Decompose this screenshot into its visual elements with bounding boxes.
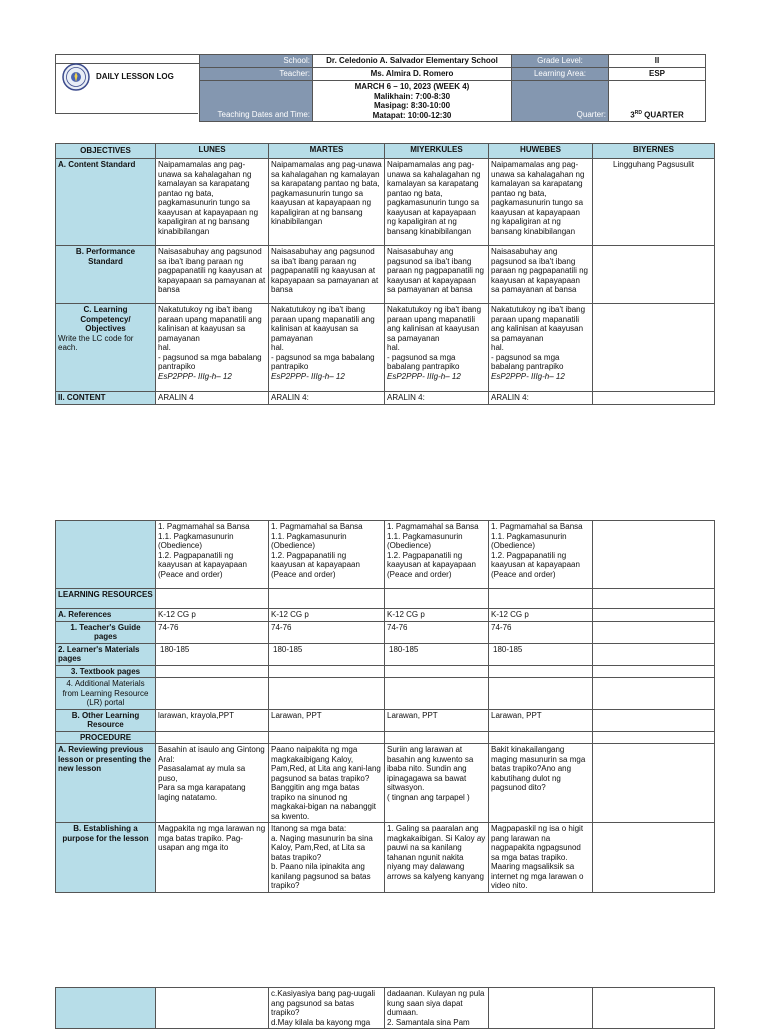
continuation-label-cell [56, 988, 156, 1029]
reviewing-label: A. Reviewing previous lesson or presenting the new lesson [56, 744, 156, 823]
header-left-border [55, 54, 198, 114]
tg-huwebes: 74-76 [489, 621, 593, 643]
pr-empty-1 [156, 731, 269, 744]
performance-standard-huwebes: Naisasabuhay ang pagsunod sa iba't ibang paraan ng pagpapanatili ng kaayusan at kapayapaan sa pamayanan at bansa [489, 246, 593, 304]
daily-lesson-log-title: DAILY LESSON LOG [96, 72, 174, 81]
content-huwebes: ARALIN 4: [489, 392, 593, 405]
teacher-value: Ms. Almira D. Romero [313, 68, 512, 81]
review-lunes: Basahin at isaulo ang Gintong Aral: Pasasalamat ay mula sa puso, Para sa mga karapatang laging natatamo. [156, 744, 269, 823]
purpose-biyernes [593, 823, 715, 893]
references-huwebes: K-12 CG p [489, 609, 593, 622]
content-label: II. CONTENT [56, 392, 156, 405]
competency-lunes [156, 304, 269, 392]
lc-code-miyerkules: EsP2PPP- IIIg-h– 12 [387, 371, 461, 381]
lr-empty-2 [269, 589, 385, 609]
tb-empty-1 [156, 665, 269, 678]
references-lunes: K-12 CG p [156, 609, 269, 622]
lm-biyernes [593, 643, 715, 665]
header-info-table [199, 54, 706, 122]
other-biyernes [593, 709, 715, 731]
tb-empty-3 [385, 665, 489, 678]
pr-empty-4 [489, 731, 593, 744]
textbook-label: 3. Textbook pages [56, 665, 156, 678]
school-label: School: [200, 55, 313, 68]
learning-area-value: ESP [609, 68, 706, 81]
competency-miyerkules [385, 304, 489, 392]
content-standard-lunes: Naipamamalas ang pag-unawa sa kahalagahan ng kamalayan sa karapatang pantao ng bata, pagkamasunurin tungo sa kaayusan at kapayapaan ng kapaligiran at ng bansang kinabibilangan [156, 159, 269, 246]
purpose-label: B. Establishing a purpose for the lesson [56, 823, 156, 893]
content-standard-huwebes: Naipamamalas ang pag-unawa sa kahalagahan ng kamalayan sa karapatang pantao ng bata, pagkamasunurin tungo sa kaayusan at kapayapaan ng kapaligiran at ng bansang kinabibilangan [489, 159, 593, 246]
lr-empty-1 [156, 589, 269, 609]
tb-empty-4 [489, 665, 593, 678]
competency-text-lunes: Nakatutukoy ng iba't ibang paraan upang mapanatili ang kalinisan at kaayusan sa pamayanan hal. - pagsunod sa mga babalang pantrapiko [158, 305, 262, 371]
lc-code-martes: EsP2PPP- IIIg-h– 12 [271, 371, 345, 381]
additional-materials-label: 4. Additional Materials from Learning Resource (LR) portal [56, 678, 156, 710]
topic-biyernes [593, 521, 715, 589]
performance-standard-label: B. Performance Standard [56, 246, 156, 304]
quarter-label: Quarter: [512, 81, 609, 122]
continuation-martes: c.Kasiyasiya bang pag-uugali ang pagsunod sa batas trapiko? d.May kilala ba kayong mga [269, 988, 385, 1029]
purpose-lunes: Magpakita ng mga larawan ng mga batas trapiko. Pag-usapan ang mga ito [156, 823, 269, 893]
col-lunes: LUNES [156, 144, 269, 159]
quarter-word: QUARTER [641, 110, 684, 120]
review-huwebes: Bakit kinakailangang maging masunurin sa mga batas trapiko?Ano ang kabutihang dulot ng pagsunod dito? [489, 744, 593, 823]
am-empty-1 [156, 678, 269, 710]
teachers-guide-label: 1. Teacher's Guide pages [56, 621, 156, 643]
lm-huwebes: 180-185 [489, 643, 593, 665]
lr-empty-5 [593, 589, 715, 609]
continuation-biyernes [593, 988, 715, 1029]
am-empty-3 [385, 678, 489, 710]
procedure-label: PROCEDURE [56, 731, 156, 744]
topic-label-cell [56, 521, 156, 589]
lc-code-lunes: EsP2PPP- IIIg-h– 12 [158, 371, 232, 381]
content-standard-miyerkules: Naipamamalas ang pag-unawa sa kahalagahan ng kamalayan sa karapatang pantao ng bata, pagkamasunurin tungo sa kaayusan at kapayapaan ng kapaligiran at ng bansang kinabibilangan [385, 159, 489, 246]
lm-martes: 180-185 [269, 643, 385, 665]
other-huwebes: Larawan, PPT [489, 709, 593, 731]
quarter-number: 3 [630, 110, 635, 120]
competency-biyernes [593, 304, 715, 392]
other-lunes: larawan, krayola,PPT [156, 709, 269, 731]
learning-resources-label: LEARNING RESOURCES [56, 589, 156, 609]
continuation-miyerkules: dadaanan. Kulayan ng pula kung saan siya dapat dumaan. 2. Samantala sina Pam [385, 988, 489, 1029]
pr-empty-3 [385, 731, 489, 744]
tg-miyerkules: 74-76 [385, 621, 489, 643]
references-martes: K-12 CG p [269, 609, 385, 622]
topic-martes: 1. Pagmamahal sa Bansa 1.1. Pagkamasunurin (Obedience) 1.2. Pagpapanatili ng kaayusan at kapayapaan (Peace and order) [269, 521, 385, 589]
col-biyernes: BIYERNES [593, 144, 715, 159]
lr-empty-3 [385, 589, 489, 609]
continuation-huwebes [489, 988, 593, 1029]
competency-label: C. Learning Competency/ Objectives [80, 305, 131, 333]
content-lunes: ARALIN 4 [156, 392, 269, 405]
other-martes: Larawan, PPT [269, 709, 385, 731]
col-martes: MARTES [269, 144, 385, 159]
tg-martes: 74-76 [269, 621, 385, 643]
dates-label: Teaching Dates and Time: [200, 81, 313, 122]
tg-biyernes [593, 621, 715, 643]
competency-label-cell [56, 304, 156, 392]
content-standard-label: A. Content Standard [56, 159, 156, 246]
content-miyerkules: ARALIN 4: [385, 392, 489, 405]
other-miyerkules: Larawan, PPT [385, 709, 489, 731]
col-huwebes: HUWEBES [489, 144, 593, 159]
tb-empty-2 [269, 665, 385, 678]
competency-text-huwebes: Nakatutukoy ng iba't ibang paraan upang mapanatili ang kalinisan at kaayusan sa pamayanan hal. - pagsunod sa mga babalang pantrapiko [491, 305, 586, 371]
learning-area-label: Learning Area: [512, 68, 609, 81]
continuation-lunes [156, 988, 269, 1029]
quarter-suffix: RD [634, 109, 642, 116]
references-label: A. References [56, 609, 156, 622]
performance-standard-lunes: Naisasabuhay ang pagsunod sa iba't ibang paraan ng pagpapanatili ng kaayusan at kapayapaan sa pamayanan at bansa [156, 246, 269, 304]
competency-note: Write the LC code for each. [58, 333, 134, 352]
purpose-huwebes: Magpapaskil ng isa o higit pang larawan na nagpapakita ngpagsunod sa mga batas trapiko. Maaring magsaliksik sa internet ng mga larawan o video nito. [489, 823, 593, 893]
lr-empty-4 [489, 589, 593, 609]
continuation-table [55, 987, 715, 1029]
am-empty-2 [269, 678, 385, 710]
topic-lunes: 1. Pagmamahal sa Bansa 1.1. Pagkamasunurin (Obedience) 1.2. Pagpapanatili ng kaayusan at kapayapaan (Peace and order) [156, 521, 269, 589]
school-value: Dr. Celedonio A. Salvador Elementary School [313, 55, 512, 68]
review-biyernes [593, 744, 715, 823]
teacher-label: Teacher: [200, 68, 313, 81]
am-empty-4 [489, 678, 593, 710]
competency-text-miyerkules: Nakatutukoy ng iba't ibang paraan upang mapanatili ang kalinisan at kaayusan sa pamayanan hal. - pagsunod sa mga babalang pantrapiko [387, 305, 482, 371]
tb-empty-5 [593, 665, 715, 678]
competency-text-martes: Nakatutukoy ng iba't ibang paraan upang mapanatili ang kalinisan at kaayusan sa pamayanan hal. - pagsunod sa mga babalang pantrapiko [271, 305, 375, 371]
objectives-table [55, 143, 715, 405]
pr-empty-5 [593, 731, 715, 744]
content-standard-biyernes: Lingguhang Pagsusulit [593, 159, 715, 246]
lm-miyerkules: 180-185 [385, 643, 489, 665]
content-martes: ARALIN 4: [269, 392, 385, 405]
topic-huwebes: 1. Pagmamahal sa Bansa 1.1. Pagkamasunurin (Obedience) 1.2. Pagpapanatili ng kaayusan at kapayapaan (Peace and order) [489, 521, 593, 589]
competency-huwebes [489, 304, 593, 392]
resources-table [55, 520, 715, 893]
content-biyernes [593, 392, 715, 405]
purpose-martes: Itanong sa mga bata: a. Naging masunurin ba sina Kaloy, Pam,Red, at Lita sa batas trapiko? b. Paano nila ipinakita ang kanilang pagsunod sa batas trapiko? [269, 823, 385, 893]
performance-standard-biyernes [593, 246, 715, 304]
review-miyerkules: Suriin ang larawan at basahin ang kuwento sa ibaba nito. Sundin ang ipinagagawa sa bawat sitwasyon. ( tingnan ang tarpapel ) [385, 744, 489, 823]
references-miyerkules: K-12 CG p [385, 609, 489, 622]
lm-lunes: 180-185 [156, 643, 269, 665]
quarter-value [609, 81, 706, 122]
competency-martes [269, 304, 385, 392]
topic-miyerkules: 1. Pagmamahal sa Bansa 1.1. Pagkamasunurin (Obedience) 1.2. Pagpapanatili ng kaayusan at kapayapaan (Peace and order) [385, 521, 489, 589]
review-martes: Paano naipakita ng mga magkakaibigang Kaloy, Pam,Red, at Lita ang kani-lang pagsunod sa batas trapiko? Banggitin ang mga batas trapiko na sinunod ng magkakai-bigan na nabanggit sa kwento. [269, 744, 385, 823]
references-biyernes [593, 609, 715, 622]
lc-code-huwebes: EsP2PPP- IIIg-h– 12 [491, 371, 565, 381]
col-miyerkules: MIYERKULES [385, 144, 489, 159]
content-standard-martes: Naipamamalas ang pag-unawa sa kahalagahan ng kamalayan sa karapatang pantao ng bata, pagkamasunurin tungo sa kaayusan at kapayapaan ng kapaligiran at ng bansang kinabibilangan [269, 159, 385, 246]
grade-label: Grade Level: [512, 55, 609, 68]
pr-empty-2 [269, 731, 385, 744]
tg-lunes: 74-76 [156, 621, 269, 643]
other-resource-label: B. Other Learning Resource [56, 709, 156, 731]
purpose-miyerkules: 1. Galing sa paaralan ang magkakaibigan. Si Kaloy ay pauwi na sa kanilang tahanan ngunit nakita niyang may dalawang arrows sa kalyeng kanyang [385, 823, 489, 893]
dates-value: MARCH 6 – 10, 2023 (WEEK 4) Malikhain: 7:00-8:30 Masipag: 8:30-10:00 Matapat: 10:00-12:30 [313, 81, 512, 122]
am-empty-5 [593, 678, 715, 710]
performance-standard-miyerkules: Naisasabuhay ang pagsunod sa iba't ibang paraan ng pagpapanatili ng kaayusan at kapayapaan sa pamayanan at bansa [385, 246, 489, 304]
performance-standard-martes: Naisasabuhay ang pagsunod sa iba't ibang paraan ng pagpapanatili ng kaayusan at kapayapaan sa pamayanan at bansa [269, 246, 385, 304]
col-objectives: OBJECTIVES [56, 144, 156, 159]
grade-value: II [609, 55, 706, 68]
learners-materials-label: 2. Learner's Materials pages [56, 643, 156, 665]
